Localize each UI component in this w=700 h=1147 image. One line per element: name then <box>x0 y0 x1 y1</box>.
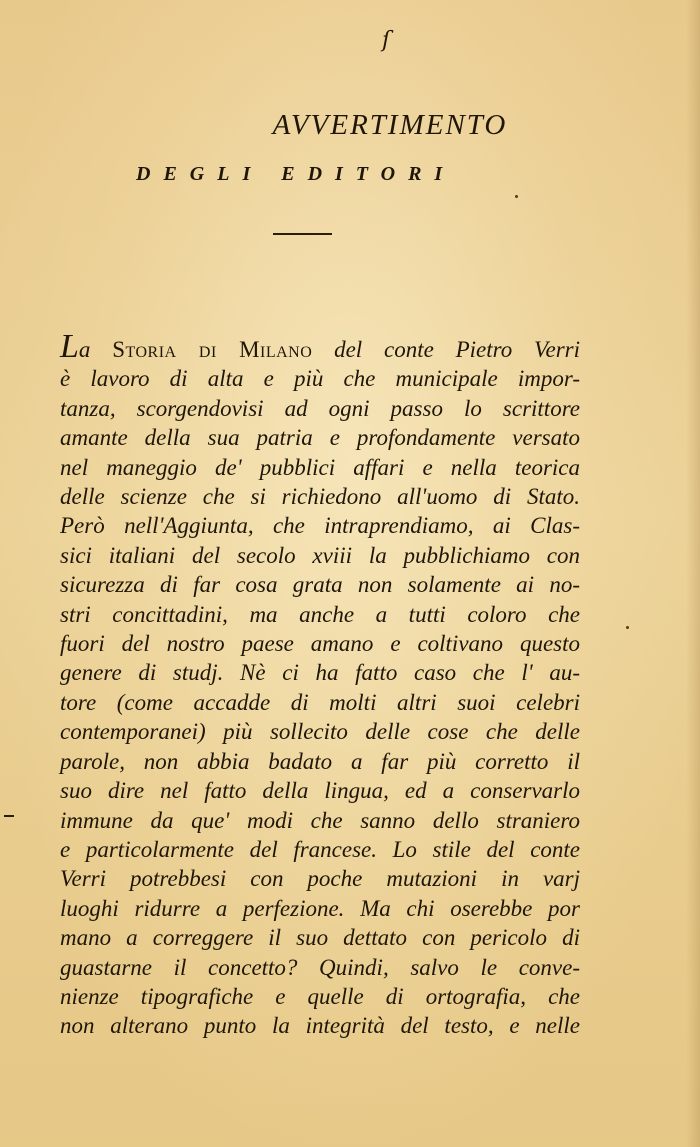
page-title-text: AVVERTIMENTO <box>272 109 508 141</box>
body-line-20: luoghi ridurre a perfezione. Ma chi oserebbe por <box>60 895 580 921</box>
body-line-17: immune da que' modi che sanno dello straniero <box>60 807 580 833</box>
title-rule <box>273 233 332 235</box>
page-subtitle: DEGLI EDITORI <box>136 163 456 185</box>
body-line-1-post: del conte Pietro Verri <box>312 337 581 362</box>
paper-speck <box>626 626 629 629</box>
body-line-13: tore (come accadde di molti altri suoi celebri <box>60 689 580 715</box>
body-line-11: fuori del nostro paese amano e coltivano questo <box>60 631 580 657</box>
body-line-1-pre: a <box>78 337 113 362</box>
body-line-15: parole, non abbia badato a far più corretto il <box>60 748 580 774</box>
body-line-1 <box>60 330 580 364</box>
body-line-8: sici italiani del secolo xviii la pubblichiamo con <box>60 542 580 568</box>
drop-cap: L <box>60 328 79 365</box>
body-line-4: amante della sua patria e profondamente versato <box>60 425 580 451</box>
body-line-6: delle scienze che si richiedono all'uomo di Stato. <box>60 484 580 510</box>
book-title-smallcaps: Storia di Milano <box>112 337 313 362</box>
body-line-3: tanza, scorgendovisi ad ogni passo lo scrittore <box>60 395 580 421</box>
body-line-12: genere di studj. Nè ci ha fatto caso che l' au- <box>60 660 580 686</box>
paper-speck <box>515 195 518 198</box>
body-line-10: stri concittadini, ma anche a tutti coloro che <box>60 601 580 627</box>
page-title <box>0 109 610 142</box>
body-line-21: mano a correggere il suo dettato con pericolo di <box>60 925 580 951</box>
body-line-18: e particolarmente del francese. Lo stile del conte <box>60 836 580 862</box>
body-line-14: contemporanei) più sollecito delle cose che delle <box>60 719 580 745</box>
top-mark: ſ <box>382 28 391 53</box>
body-line-19: Verri potrebbesi con poche mutazioni in varj <box>60 866 580 892</box>
body-line-9: sicurezza di far cosa grata non solamente ai no- <box>60 572 580 598</box>
body-line-22: guastarne il concetto? Quindi, salvo le conve- <box>60 954 580 980</box>
margin-mark <box>4 815 14 817</box>
body-line-24: non alterano punto la integrità del testo, e nelle <box>60 1013 580 1039</box>
body-line-23: nienze tipografiche e quelle di ortografia, che <box>60 983 580 1009</box>
body-line-16: suo dire nel fatto della lingua, ed a conservarlo <box>60 778 580 804</box>
body-line-5: nel maneggio de' pubblici affari e nella teorica <box>60 454 580 480</box>
page-edge-shadow <box>686 0 700 1147</box>
body-paragraph <box>60 330 580 1041</box>
body-line-7: Però nell'Aggiunta, che intraprendiamo, ai Clas- <box>60 513 580 539</box>
body-line-2: è lavoro di alta e più che municipale impor- <box>60 366 580 392</box>
